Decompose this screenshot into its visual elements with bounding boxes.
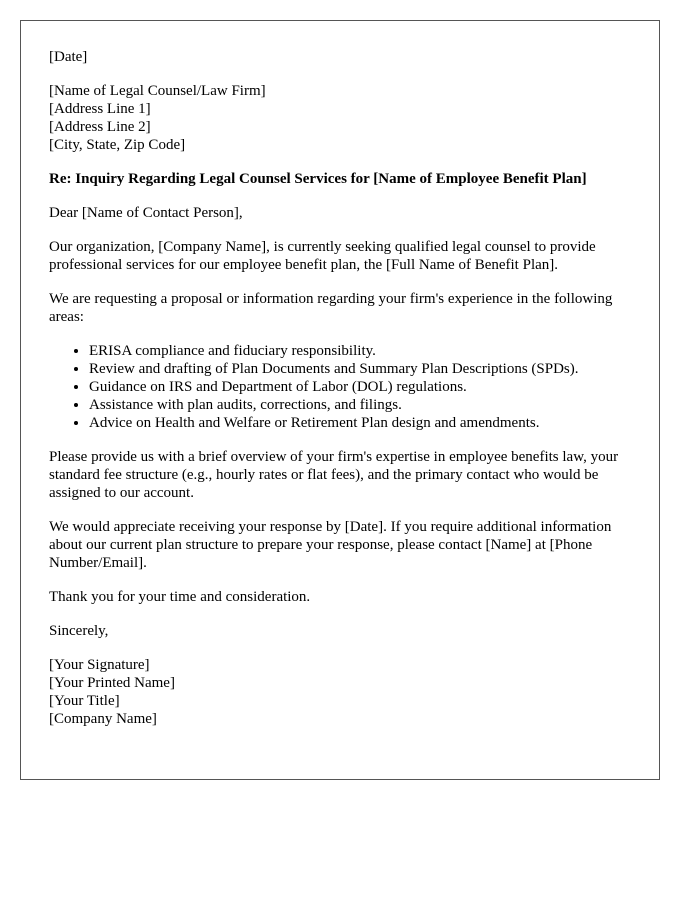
recipient-address xyxy=(49,82,631,154)
letter-page xyxy=(20,20,660,780)
closing: Sincerely, xyxy=(49,623,109,639)
signature-block xyxy=(49,656,631,728)
salutation: Dear [Name of Contact Person], xyxy=(49,205,243,221)
service-areas-list xyxy=(49,342,631,432)
thanks-paragraph: Thank you for your time and consideration. xyxy=(49,589,311,605)
intro-paragraph: Our organization, [Company Name], is currently seeking qualified legal counsel to provide professional services for our employee benefit plan, the [Full Name of Benefit Plan]. xyxy=(49,239,596,273)
date-line xyxy=(49,48,631,66)
subject-line: Re: Inquiry Regarding Legal Counsel Services for [Name of Employee Benefit Plan] xyxy=(49,171,587,187)
recipient-name: [Name of Legal Counsel/Law Firm] xyxy=(49,83,266,99)
list-item: • Guidance on IRS and Department of Labor (DOL) regulations. xyxy=(89,378,631,396)
recipient-address-line-2: [Address Line 2] xyxy=(49,119,151,135)
overview-paragraph: Please provide us with a brief overview of your firm's expertise in employee benefits law, your standard fee structure (e.g., hourly rates or flat fees), and the primary contact who would be assigned to our account. xyxy=(49,449,619,501)
company-name: [Company Name] xyxy=(49,711,157,727)
signer-title: [Your Title] xyxy=(49,693,120,709)
list-item: • ERISA compliance and fiduciary responsibility. xyxy=(89,342,631,360)
list-item: • Assistance with plan audits, corrections, and filings. xyxy=(89,396,631,414)
recipient-address-line-1: [Address Line 1] xyxy=(49,101,151,117)
list-item: • Review and drafting of Plan Documents and Summary Plan Descriptions (SPDs). xyxy=(89,360,631,378)
request-paragraph: We are requesting a proposal or information regarding your firm's experience in the following areas: xyxy=(49,291,613,325)
deadline-paragraph: We would appreciate receiving your response by [Date]. If you require additional information about our current plan structure to prepare your response, please contact [Name] at [Phone Number/Email]. xyxy=(49,519,612,571)
printed-name: [Your Printed Name] xyxy=(49,675,175,691)
date-text: [Date] xyxy=(49,49,88,65)
recipient-city-state-zip: [City, State, Zip Code] xyxy=(49,137,186,153)
signature-placeholder: [Your Signature] xyxy=(49,657,150,673)
list-item: • Advice on Health and Welfare or Retirement Plan design and amendments. xyxy=(89,414,631,432)
